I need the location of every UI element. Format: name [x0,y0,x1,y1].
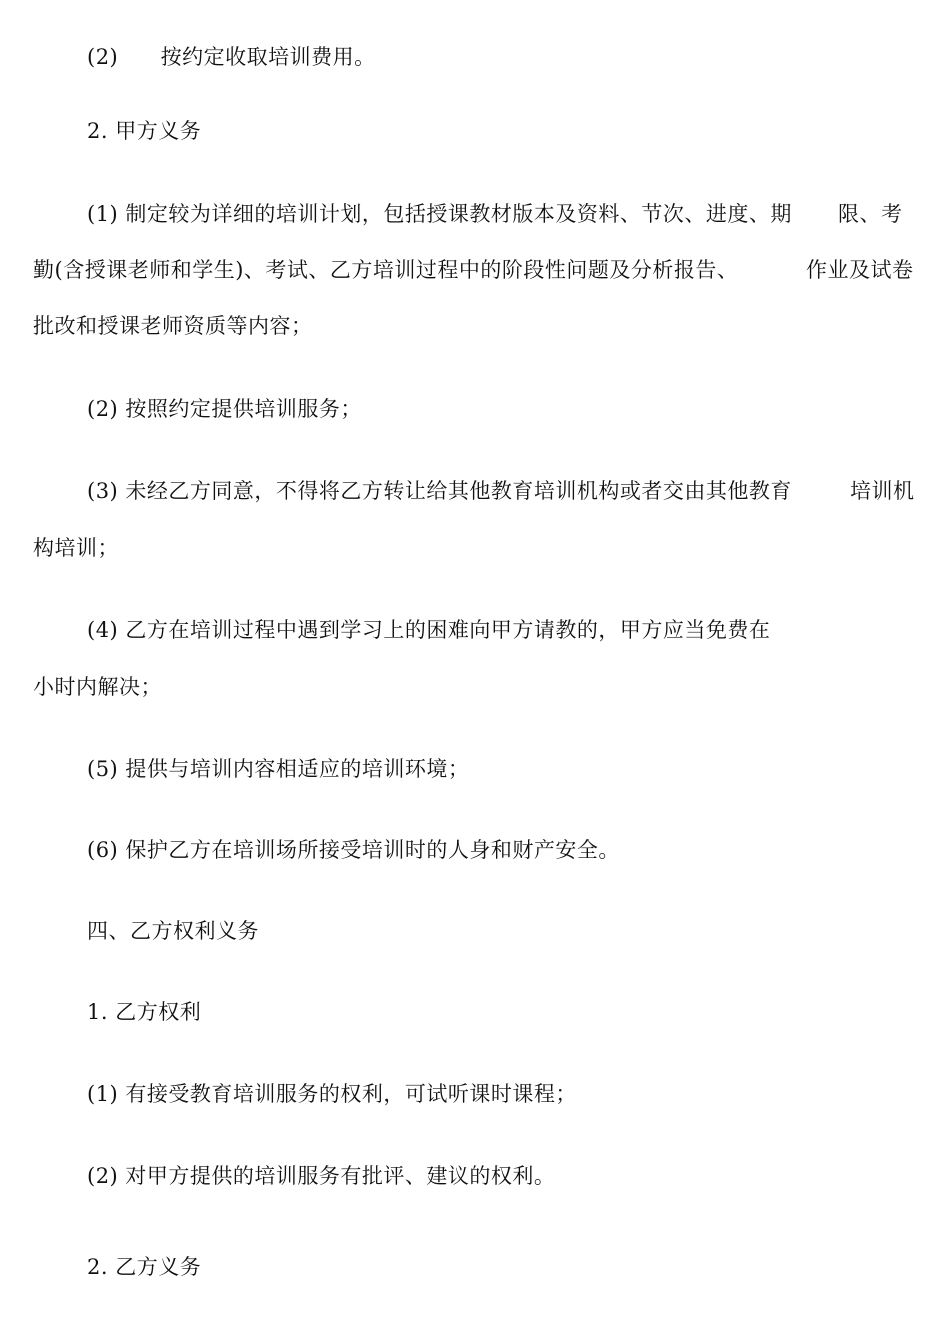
clause-line-11: (5) 提供与培训内容相适应的培训环境； [87,757,470,781]
clause-line-9: (4) 乙方在培训过程中遇到学习上的困难向甲方请教的，甲方应当免费在 [87,618,771,642]
clause-line-5: 批改和授课老师资质等内容； [33,314,313,338]
clause-line-7a: (3) 未经乙方同意，不得将乙方转让给其他教育培训机构或者交由其他教育 [87,479,792,503]
clause-line-16: (2) 对甲方提供的培训服务有批评、建议的权利。 [87,1164,556,1188]
section-heading-party-b: 四、乙方权利义务 [87,919,259,943]
clause-line-4a: 勤(含授课老师和学生)、考试、乙方培训过程中的阶段性问题及分析报告、 [33,258,739,282]
section-heading-party-b-obligations: 2. 乙方义务 [87,1255,202,1279]
section-heading-party-a-obligations: 2. 甲方义务 [87,119,202,143]
clause-line-7b: 培训机 [850,479,915,503]
clause-line-3a: (1) 制定较为详细的培训计划，包括授课教材版本及资料、节次、进度、期 [87,202,792,226]
clause-line-3b: 限、考 [838,202,903,226]
section-heading-party-b-rights: 1. 乙方权利 [87,1000,202,1024]
clause-line-4b: 作业及试卷 [806,258,914,282]
clause-line-12: (6) 保护乙方在培训场所接受培训时的人身和财产安全。 [87,838,620,862]
clause-text: 按约定收取培训费用。 [160,45,376,69]
clause-line-15: (1) 有接受教育培训服务的权利，可试听课时课程； [87,1082,577,1106]
clause-line-6: (2) 按照约定提供培训服务； [87,397,362,421]
clause-line-1 [87,43,376,71]
clause-line-10: 小时内解决； [33,675,162,699]
clause-number: (2) [87,45,119,69]
clause-line-8: 构培训； [33,536,119,560]
